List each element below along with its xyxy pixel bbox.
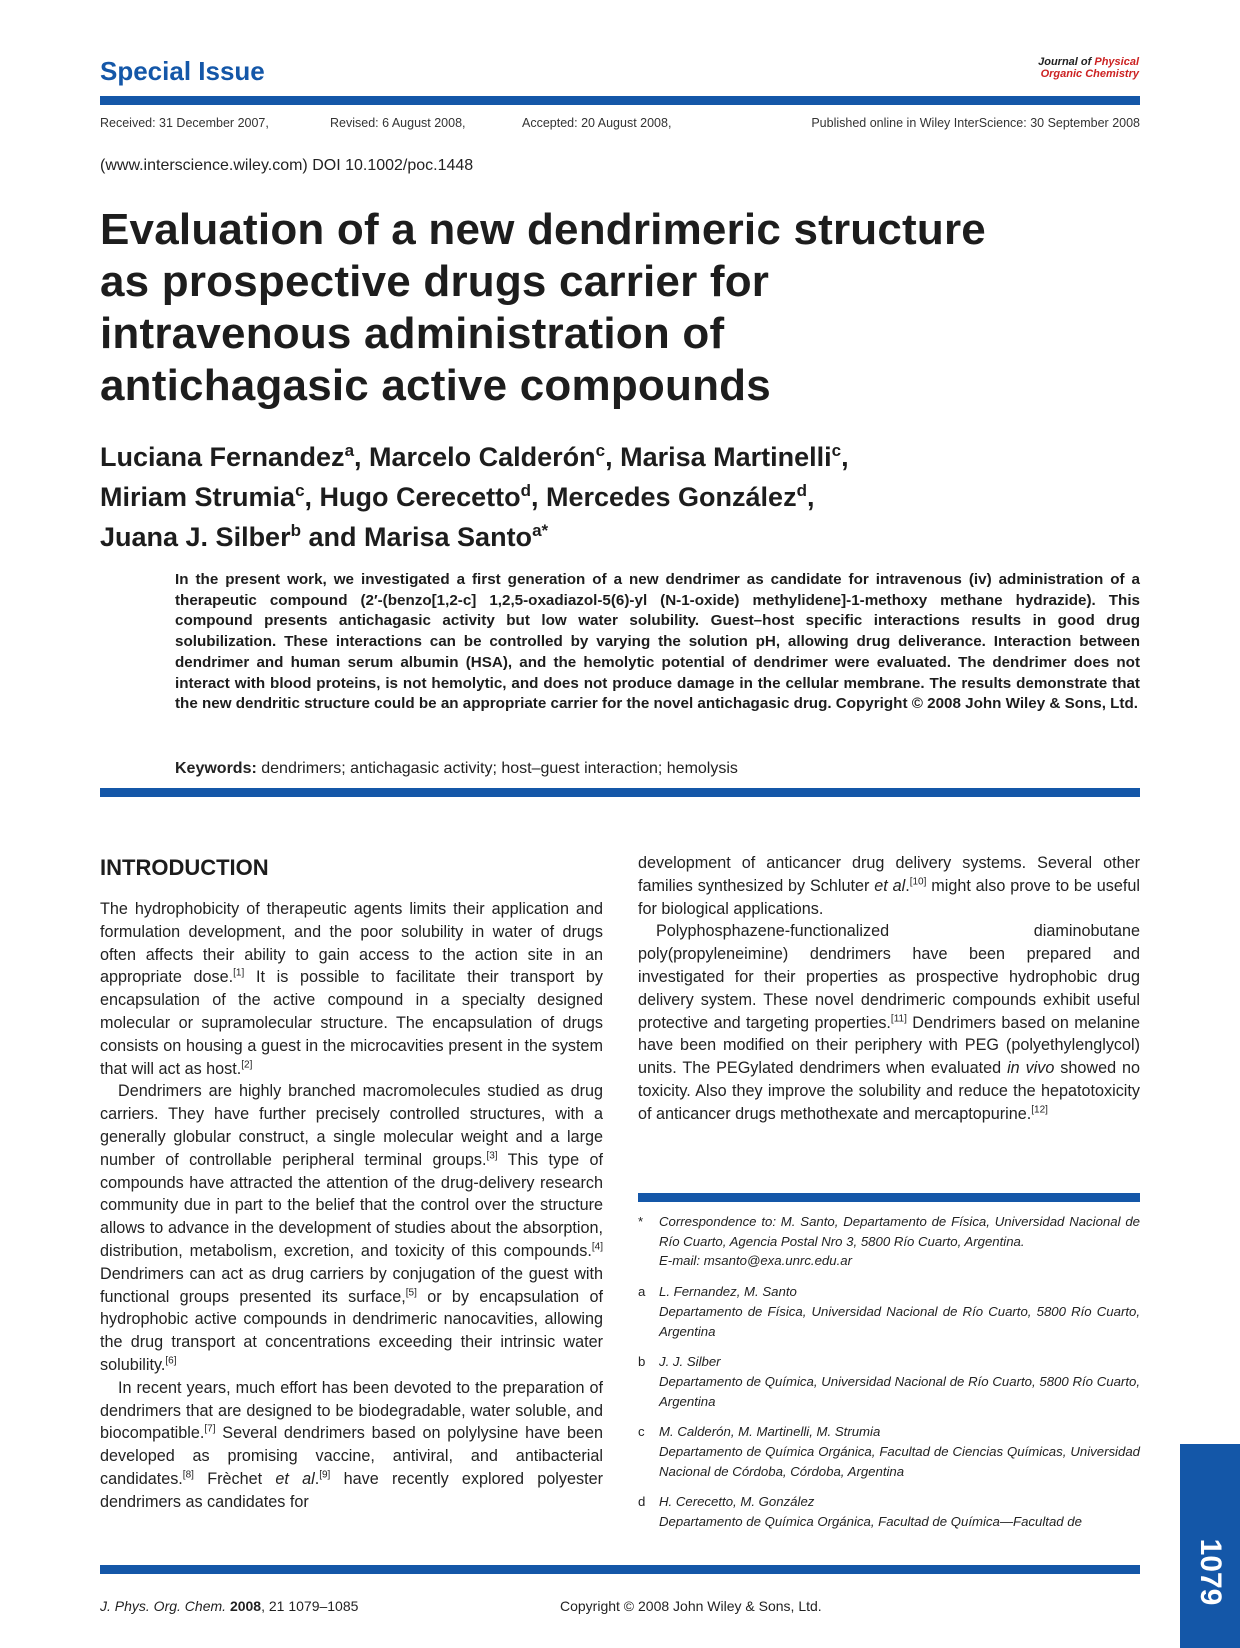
- author-name: Luciana Fernandez: [100, 442, 345, 472]
- citation-ref[interactable]: [5]: [405, 1287, 417, 1299]
- journal-logo-physical: Physical: [1094, 56, 1139, 68]
- title-line: antichagasic active compounds: [100, 361, 771, 410]
- footer-rule: [100, 1565, 1140, 1574]
- citation-ref[interactable]: [8]: [182, 1469, 194, 1481]
- citation-ref[interactable]: [3]: [486, 1150, 498, 1162]
- author-affiliation: b: [290, 521, 301, 540]
- author-affiliation: a*: [532, 521, 549, 540]
- abstract: In the present work, we investigated a first generation of a new dendrimer as candidate for intravenous (iv) administration of a therapeutic compound (2′-(benzo[1,2-c] 1,2,5-oxadiazol-5(6)-yl (N-1-oxide) methylidene]-1-methoxy methane hydrazide). This compound presents antichagasic activity but low water solubility. Guest–host specific interactions results in good drug solubilization. These interactions can be controlled by varying the solution pH, allowing drug deliverance. Interaction between dendrimer and human serum albumin (HSA), and the hemolytic potential of dendrimer were evaluated. The dendrimer does not interact with blood proteins, is not hemolytic, and does not produce damage in the cellular membrane. The results demonstrate that the new dendritic structure could be an appropriate carrier for the novel antichagasic drug. Copyright © 2008 John Wiley & Sons, Ltd.: [175, 571, 1140, 713]
- citation-ref[interactable]: [4]: [591, 1241, 603, 1253]
- published-date: Published online in Wiley InterScience: 30 September 2008: [811, 116, 1140, 130]
- email-link[interactable]: E-mail: msanto@exa.unrc.edu.ar: [659, 1253, 852, 1269]
- affiliation-footnotes: [638, 1212, 1140, 1543]
- journal-citation: J. Phys. Org. Chem. 2008, 21 1079–1085: [100, 1598, 359, 1614]
- footnote-mark: a: [638, 1284, 646, 1300]
- author-list: Luciana Fernandez$^a$, Marcelo Calderón$^c$, Marisa Martinelli$^c$, Miriam Strumia$^c$, Hugo Cerecetto$^d$, Mercedes González$^d$, Juana J. Silber$^b$ and Marisa Santo$^{a*}$: [100, 441, 849, 552]
- header-rule: [100, 96, 1140, 105]
- author-affiliation: c: [295, 481, 305, 500]
- citation-ref[interactable]: [12]: [1031, 1104, 1048, 1116]
- keywords: [175, 760, 738, 778]
- footnote-mark: *: [638, 1214, 644, 1229]
- keywords-list: dendrimers; antichagasic activity; host–guest interaction; hemolysis: [256, 760, 738, 777]
- footnote-correspondence: * Correspondence to: M. Santo, Departamento de Física, Universidad Nacional de Río Cuarto, Agencia Postal Nro 3, 5800 Río Cuarto, Argentina. E-mail: msanto@exa.unrc.edu.ar: [638, 1212, 1140, 1271]
- keywords-label: Keywords:: [175, 760, 257, 777]
- paragraph: Polyphosphazene-functionalized diaminobutane poly(propyleneimine) dendrimers have been prepared and investigated for their properties as prospective hydrophobic drug delivery system. These novel dendrimeric compounds exhibit useful protective and targeting properties.[11] Dendrimers based on melanine have been modified on their periphery with PEG (polyethylenglycol) units. The PEGylated dendrimers when evaluated in vivo showed no toxicity. Also they improve the solubility and reduce the hepatotoxicity of anticancer drugs methothexate and mercaptopurine.[12]: [638, 922, 1141, 1123]
- author-affiliation: d: [796, 481, 807, 500]
- citation-ref[interactable]: [7]: [204, 1423, 216, 1435]
- author-name: Hugo Cerecetto: [319, 482, 521, 512]
- citation-ref[interactable]: [2]: [241, 1059, 253, 1071]
- copyright-notice: Copyright © 2008 John Wiley & Sons, Ltd.: [560, 1598, 822, 1614]
- accepted-date: Accepted: 20 August 2008,: [522, 116, 672, 130]
- author-affiliation: c: [595, 441, 606, 460]
- journal-logo-prefix: Journal of: [1038, 56, 1095, 68]
- received-date: Received: 31 December 2007,: [100, 116, 269, 130]
- footnote-affiliation: c M. Calderón, M. Martinelli, M. Strumia Departamento de Química Orgánica, Facultad de Ciencias Químicas, Universidad Nacional de Córdoba, Córdoba, Argentina: [638, 1424, 1140, 1479]
- title-line: intravenous administration of: [100, 309, 725, 358]
- footnote-affiliation: b J. J. Silber Departamento de Química, Universidad Nacional de Río Cuarto, 5800 Río Cuarto, Argentina: [638, 1354, 1140, 1409]
- journal-logo-name: Organic Chemistry: [1040, 68, 1139, 80]
- paragraph: Dendrimers are highly branched macromolecules studied as drug carriers. They have further precisely controlled structures, with a generally globular construct, a single molecular weight and a large number of controllable peripheral terminal groups.[3] This type of compounds have attracted the attention of the drug-delivery research community due in part to the belief that the control over the structure allows to advance in the development of studies about the absorption, distribution, metabolism, excretion, and toxicity of this compounds.[4] Dendrimers can act as drug carriers by conjugation of the guest with functional groups presented its surface,[5] or by encapsulation of hydrophobic active compounds in dendrimeric nanocavities, allowing the drug transport at concentrations exceeding their intrinsic water solubility.[6]: [100, 1082, 603, 1374]
- author-name: Juana J. Silber: [100, 522, 291, 552]
- body-column-right: [638, 852, 1140, 1126]
- citation-ref[interactable]: [1]: [233, 968, 245, 979]
- author-name: Marcelo Calderón: [369, 442, 596, 472]
- doi-line[interactable]: (www.interscience.wiley.com) DOI 10.1002/poc.1448: [100, 157, 474, 174]
- section-heading-introduction: INTRODUCTION: [100, 855, 269, 880]
- special-issue-label: Special Issue: [100, 56, 265, 86]
- citation-ref[interactable]: [11]: [890, 1013, 907, 1025]
- article-title: [100, 204, 1120, 412]
- footnote-mark: d: [638, 1494, 646, 1510]
- footnote-affiliation: a L. Fernandez, M. Santo Departamento de Física, Universidad Nacional de Río Cuarto, 5800 Río Cuarto, Argentina: [638, 1284, 1140, 1339]
- author-name: Mercedes González: [545, 482, 797, 512]
- paragraph: In recent years, much effort has been devoted to the preparation of dendrimers that are designed to be biodegradable, water soluble, and biocompatible.[7] Several dendrimers based on polylysine have been developed as promising vaccine, antiviral, and antibacterial candidates.[8] Frèchet et al.[9] have recently explored polyester dendrimers as candidates for: [100, 1378, 603, 1511]
- footnote-mark: b: [638, 1354, 646, 1370]
- page-number: 1079: [1194, 1538, 1227, 1606]
- title-line: as prospective drugs carrier for: [100, 257, 770, 306]
- author-affiliation: c: [831, 441, 842, 460]
- author-name: Marisa Martinelli: [620, 442, 832, 472]
- author-name: Miriam Strumia: [100, 482, 296, 512]
- paragraph: development of anticancer drug delivery systems. Several other families synthesized by Schluter et al.[10] might also prove to be useful for biological applications.: [638, 854, 1140, 918]
- author-name: Marisa Santo: [364, 522, 533, 552]
- citation-ref[interactable]: [6]: [165, 1355, 177, 1367]
- footnote-mark: c: [638, 1424, 645, 1440]
- footnote-affiliation: d H. Cerecetto, M. González Departamento de Química Orgánica, Facultad de Química—Facultad de: [638, 1494, 1082, 1530]
- body-column-left: [100, 898, 603, 1514]
- title-line: Evaluation of a new dendrimeric structure: [100, 205, 986, 254]
- revised-date: Revised: 6 August 2008,: [330, 116, 466, 130]
- author-affiliation: a: [344, 441, 355, 460]
- citation-ref[interactable]: [9]: [319, 1469, 331, 1481]
- abstract-rule: [100, 788, 1140, 797]
- journal-logo: [1038, 56, 1139, 80]
- citation-ref[interactable]: [10]: [909, 876, 927, 888]
- author-affiliation: d: [520, 481, 531, 500]
- footnote-rule: [638, 1193, 1140, 1202]
- paragraph: The hydrophobicity of therapeutic agents limits their application and formulation development, and the poor solubility in water of drugs often affects their ability to gain access to the action site in an appropriate dose.[1] It is possible to facilitate their transport by encapsulation of the active compound in a specialty designed molecular or supramolecular structure. The encapsulation of drugs consists on housing a guest in the microcavities present in the system that will act as host.[2]: [100, 900, 603, 1078]
